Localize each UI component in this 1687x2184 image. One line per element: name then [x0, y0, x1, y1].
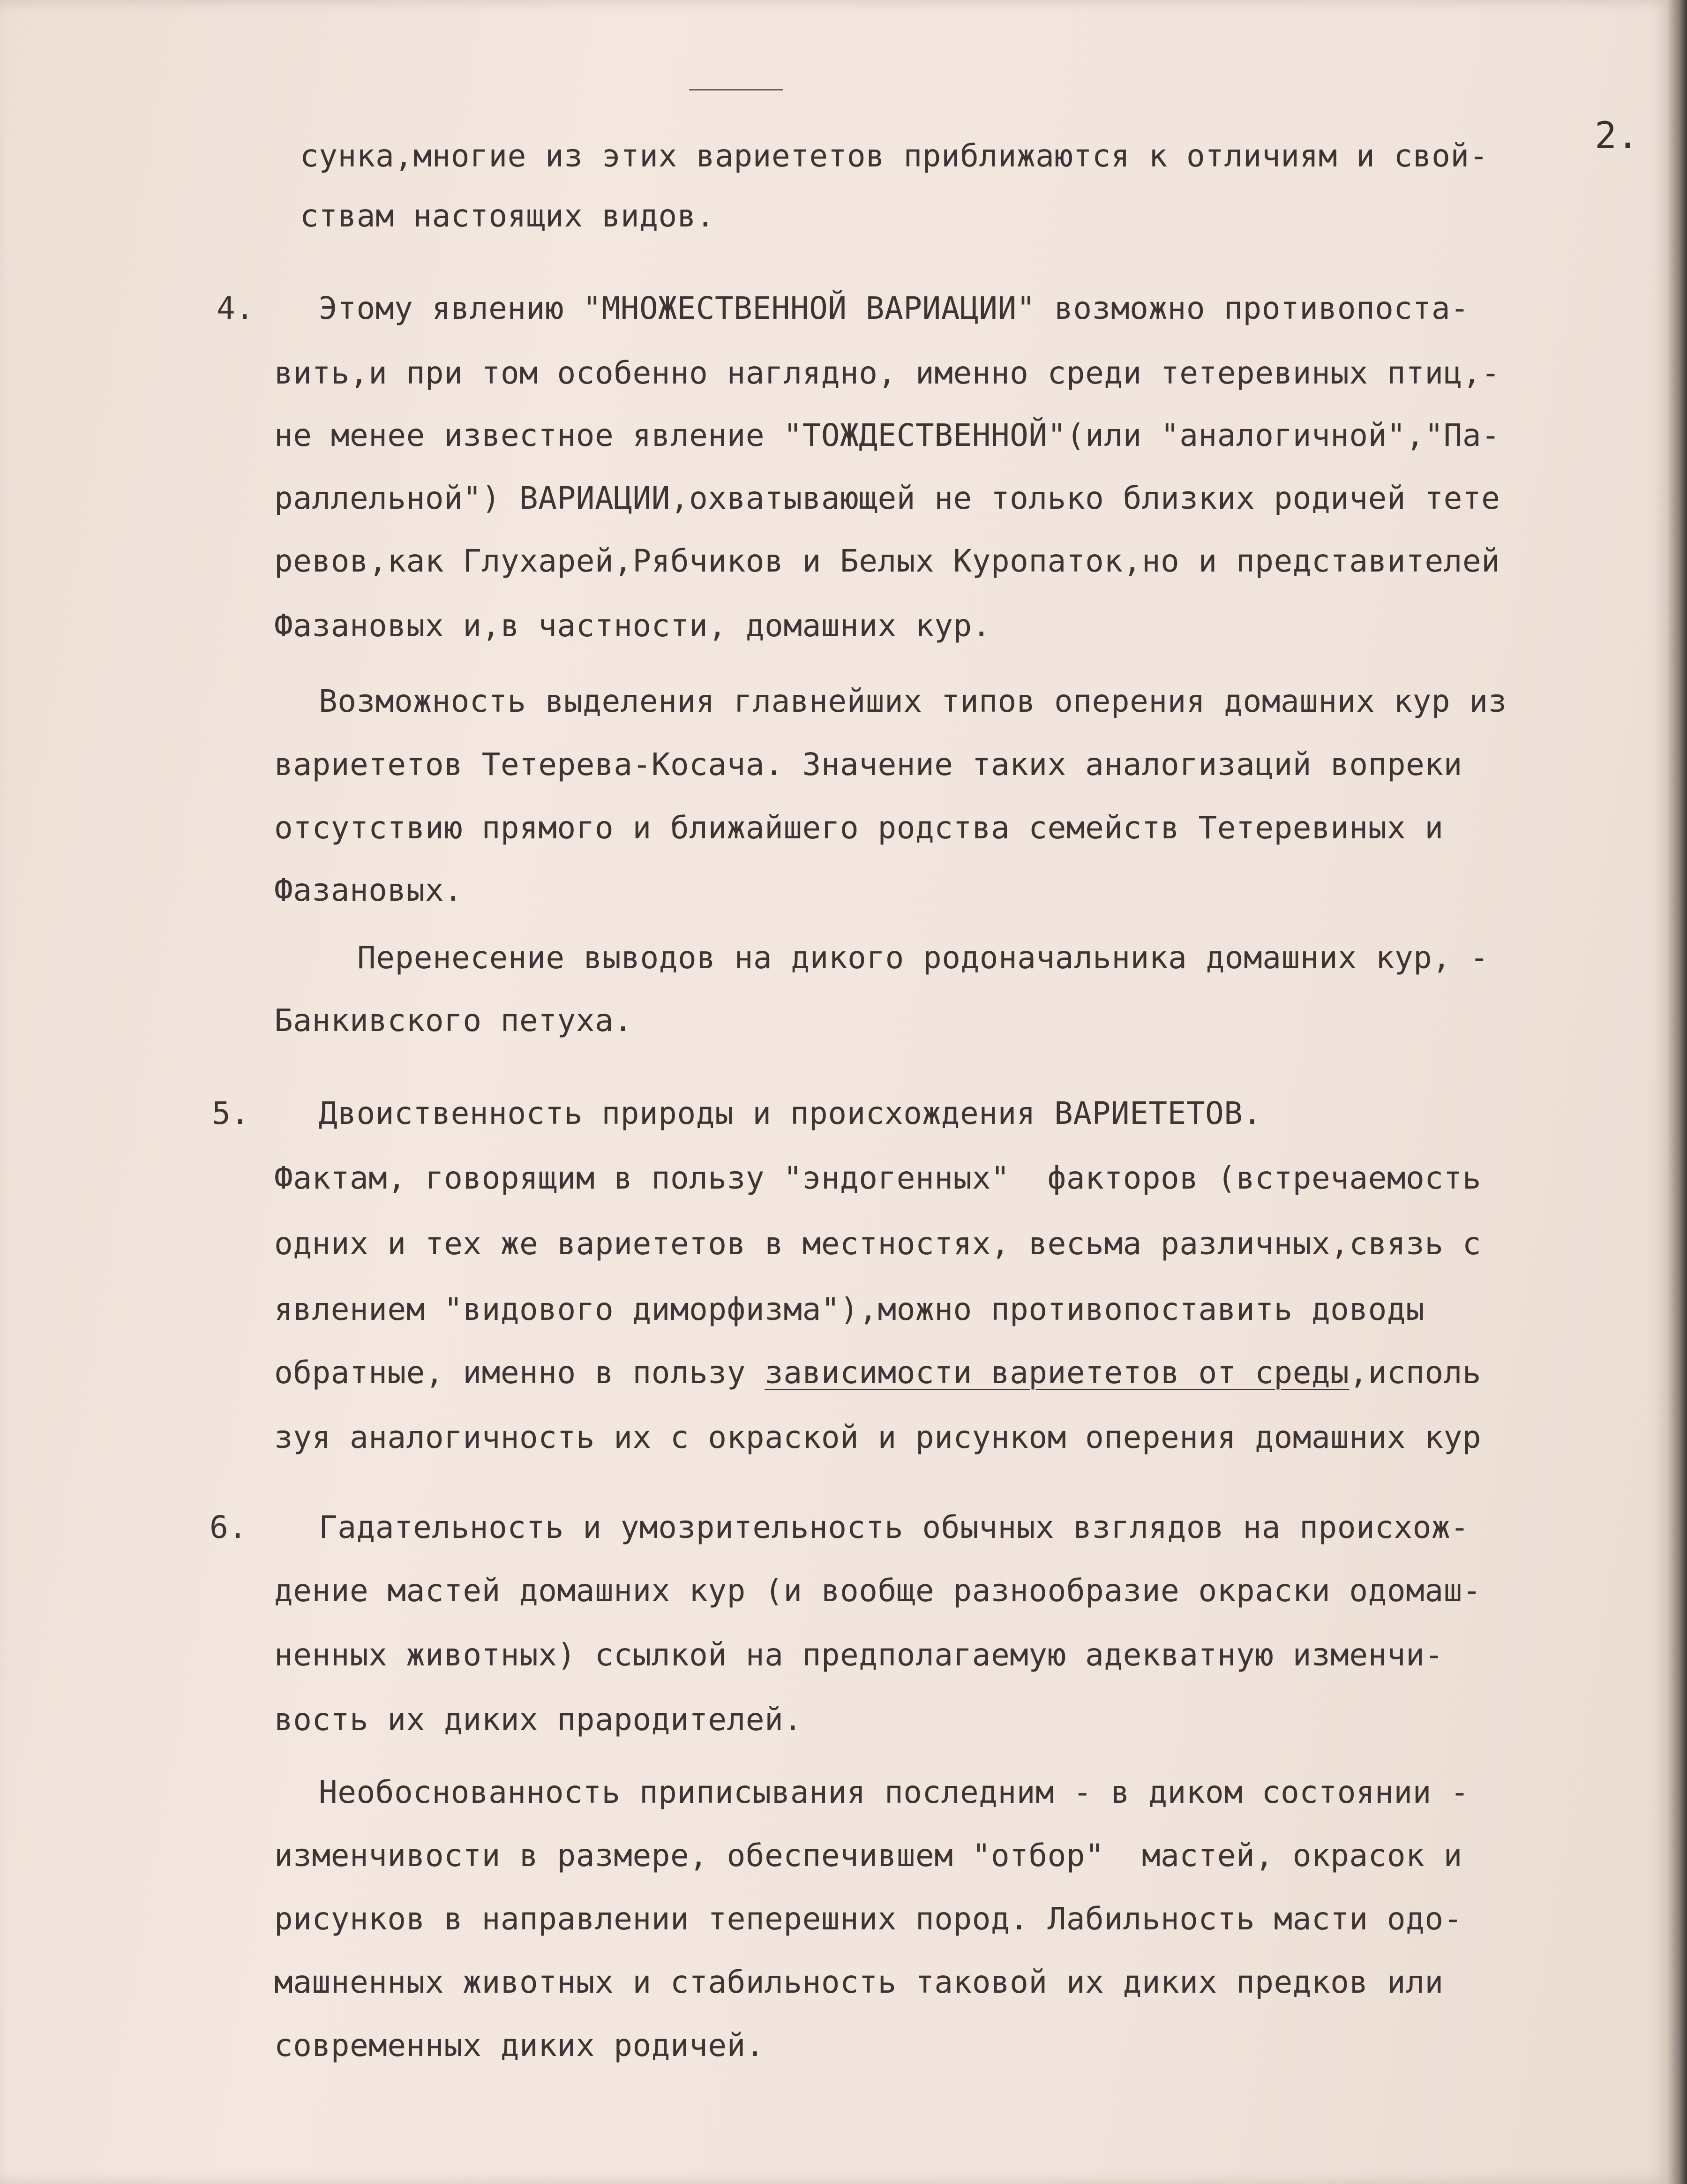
text-line [274, 1355, 1482, 1391]
text-line: ствам настоящих видов. [300, 198, 715, 234]
text-line: рисунков в направлении теперешних пород. Лабильность масти одо- [274, 1901, 1462, 1937]
text-line: Двоиственность природы и происхождения ВАРИЕТЕТОВ. [319, 1095, 1262, 1131]
text-line: Этому явлению "МНОЖЕСТВЕННОЙ ВАРИАЦИИ" возможно противопоста- [319, 290, 1470, 326]
text-line: дение мастей домашних кур (и вообще разнообразие окраски одомаш- [274, 1573, 1482, 1609]
page-number: 2. [1595, 115, 1639, 157]
text-line: явлением "видового диморфизма"),можно противопоставить доводы [274, 1291, 1425, 1327]
text-line: вость их диких прародителей. [274, 1702, 802, 1738]
text-line: ненных животных) ссылкой на предполагаемую адекватную изменчи- [274, 1637, 1444, 1673]
text-line: вариететов Тетерева-Косача. Значение таких аналогизаций вопреки [274, 746, 1462, 783]
text-line: современных диких родичей. [274, 2027, 765, 2064]
text-line: Фактам, говорящим в пользу "эндогенных" факторов (встречаемость [274, 1160, 1482, 1196]
text-line: сунка,многие из этих вариететов приближаются к отличиям и свой- [300, 138, 1488, 174]
text-line: не менее известное явление "ТОЖДЕСТВЕННОЙ"(или "аналогичной","Па- [274, 417, 1500, 453]
text-line: Банкивского петуха. [274, 1002, 633, 1039]
text-span: ,исполь [1349, 1355, 1482, 1391]
text-span: обратные, именно в пользу [274, 1355, 765, 1391]
text-line: Перенесение выводов на дикого родоначальника домашних кур, - [357, 940, 1489, 976]
text-line: Гадательность и умозрительность обычных взглядов на происхож- [319, 1509, 1470, 1545]
text-line: Фазановых. [274, 872, 463, 908]
section-number: 4. [217, 290, 255, 326]
text-line: Необоснованность приписывания последним - в диком состоянии - [319, 1774, 1470, 1810]
section-number: 5. [212, 1095, 250, 1131]
text-line: зуя аналогичность их с окраской и рисунком оперения домашних кур [274, 1419, 1482, 1455]
text-line: одних и тех же вариететов в местностях, весьма различных,связь с [274, 1226, 1482, 1262]
text-line: отсутствию прямого и ближайшего родства семейств Тетеревиных и [274, 810, 1444, 846]
binding-edge [1668, 0, 1687, 2184]
text-line: Фазановых и,в частности, домашних кур. [274, 608, 991, 644]
underlined-phrase: зависимости вариететов от среды [765, 1355, 1350, 1391]
text-line: раллельной") ВАРИАЦИИ,охватывающей не только близких родичей тете [274, 480, 1500, 516]
text-line: ревов,как Глухарей,Рябчиков и Белых Куропаток,но и представителей [274, 543, 1500, 579]
text-line: Возможность выделения главнейших типов оперения домашних кур из [319, 683, 1507, 719]
ink-mark [689, 89, 783, 90]
text-line: вить,и при том особенно наглядно, именно среди тетеревиных птиц,- [274, 355, 1500, 391]
text-line: машненных животных и стабильность таковой их диких предков или [274, 1964, 1444, 2000]
text-line: изменчивости в размере, обеспечившем "отбор" мастей, окрасок и [274, 1838, 1462, 1874]
section-number: 6. [210, 1509, 247, 1545]
